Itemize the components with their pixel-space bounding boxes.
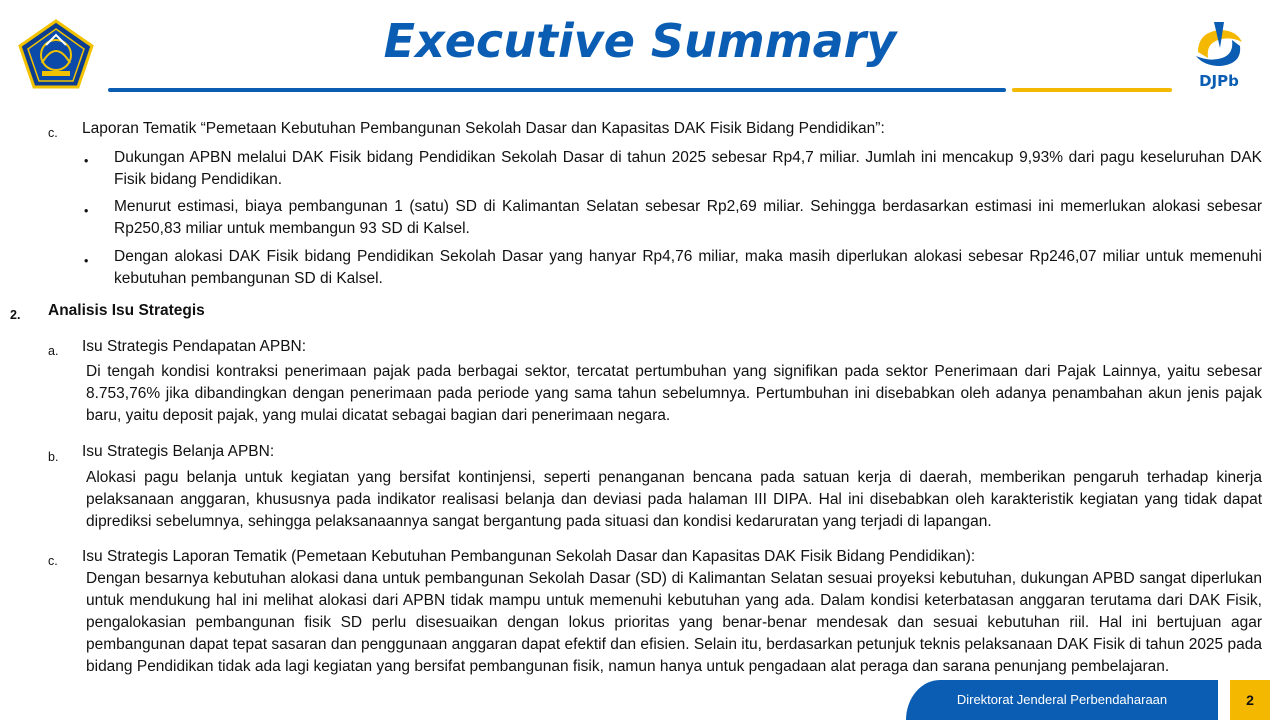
- section-heading: Analisis Isu Strategis: [48, 302, 205, 319]
- item-marker: b.: [48, 450, 59, 464]
- item-label: Isu Strategis Belanja APBN:: [82, 443, 275, 460]
- page-number: 2: [1230, 680, 1270, 720]
- item-label: Laporan Tematik “Pemetaan Kebutuhan Pembangunan Sekolah Dasar dan Kapasitas DAK Fisik Bidang Pendidikan”:: [82, 120, 885, 137]
- item-marker: c.: [48, 554, 58, 568]
- item-marker: a.: [48, 344, 59, 358]
- bullet-text: Menurut estimasi, biaya pembangunan 1 (satu) SD di Kalimantan Selatan sebesar Rp2,69 miliar. Sehingga berdasarkan estimasi ini memerlukan alokasi sebesar Rp250,83 miliar untuk membangun 93 SD di Kalsel.: [114, 198, 1262, 237]
- item-text: Di tengah kondisi kontraksi penerimaan pajak pada berbagai sektor, tercatat pertumbuhan yang signifikan pada sektor Penerimaan dari Pajak Lainnya, yaitu sebesar 8.753,76% jika dibandingkan dengan penerimaan pada periode yang sama tahun sebelumnya. Pertumbuhan ini disebabkan oleh adanya penambahan akun jenis pajak baru, yaitu deposit pajak, yang mulai dicatat sebagai bagian dari penerimaan negara.: [86, 363, 1262, 424]
- bullet-icon: •: [84, 204, 89, 218]
- title-rule-blue: [108, 88, 1006, 92]
- bullet-icon: •: [84, 154, 89, 168]
- bullet-text: Dukungan APBN melalui DAK Fisik bidang Pendidikan Sekolah Dasar di tahun 2025 sebesar Rp4,7 miliar. Jumlah ini mencakup 9,93% dari pagu keseluruhan DAK Fisik bidang Pendidikan.: [114, 149, 1262, 188]
- item-label: Isu Strategis Laporan Tematik (Pemetaan Kebutuhan Pembangunan Sekolah Dasar dan Kapasitas DAK Fisik Bidang Pendidikan):: [82, 548, 976, 565]
- item-text: Dengan besarnya kebutuhan alokasi dana untuk pembangunan Sekolah Dasar (SD) di Kalimantan Selatan sesuai proyeksi kebutuhan, dukungan APBD sangat diperlukan untuk mendukung hal ini melihat alokasi dari APBN tidak mampu untuk memenuhi kebutuhan yang ada. Dalam kondisi keterbatasan anggaran terutama dari DAK Fisik, pengalokasian pembangunan fisik SD perlu disesuaikan dengan lokus prioritas yang benar-benar mendesak dan sesuai kebutuhan riil. Hal ini bertujuan agar pembangunan dapat tepat sasaran dan penggunaan anggaran dapat efektif dan efisien. Selain itu, berdasarkan petunjuk teknis pelaksanaan DAK Fisik di tahun 2025 pada bidang Pendidikan tidak ada lagi kegiatan yang bersifat pembangunan fisik, namun hanya untuk pengadaan alat peraga dan sarana penunjang pembelajaran.: [86, 570, 1262, 675]
- item-marker: c.: [48, 126, 58, 140]
- item-text: Alokasi pagu belanja untuk kegiatan yang bersifat kontinjensi, seperti penanganan bencana pada satuan kerja di daerah, memberikan pengaruh terhadap kinerja pelaksanaan anggaran, khususnya pada indikator realisasi belanja dan deviasi pada halaman III DIPA. Hal ini disebabkan oleh karakteristik kegiatan yang tidak dapat diprediksi sebelumnya, sehingga pelaksanaannya sangat bergantung pada situasi dan kondisi kedaruratan yang terjadi di lapangan.: [86, 469, 1262, 530]
- section-number: 2.: [10, 308, 21, 322]
- djpb-logo-text: DJPb: [1199, 72, 1239, 90]
- bullet-text: Dengan alokasi DAK Fisik bidang Pendidikan Sekolah Dasar yang hanyar Rp4,76 miliar, maka masih diperlukan alokasi sebesar Rp246,07 miliar untuk memenuhi kebutuhan pembangunan SD di Kalsel.: [114, 248, 1262, 287]
- bullet-icon: •: [84, 254, 89, 268]
- footer-org-label: Direktorat Jenderal Perbendaharaan: [906, 680, 1218, 720]
- item-label: Isu Strategis Pendapatan APBN:: [82, 338, 307, 355]
- page-title: Executive Summary: [383, 14, 897, 68]
- title-rule-yellow: [1012, 88, 1172, 92]
